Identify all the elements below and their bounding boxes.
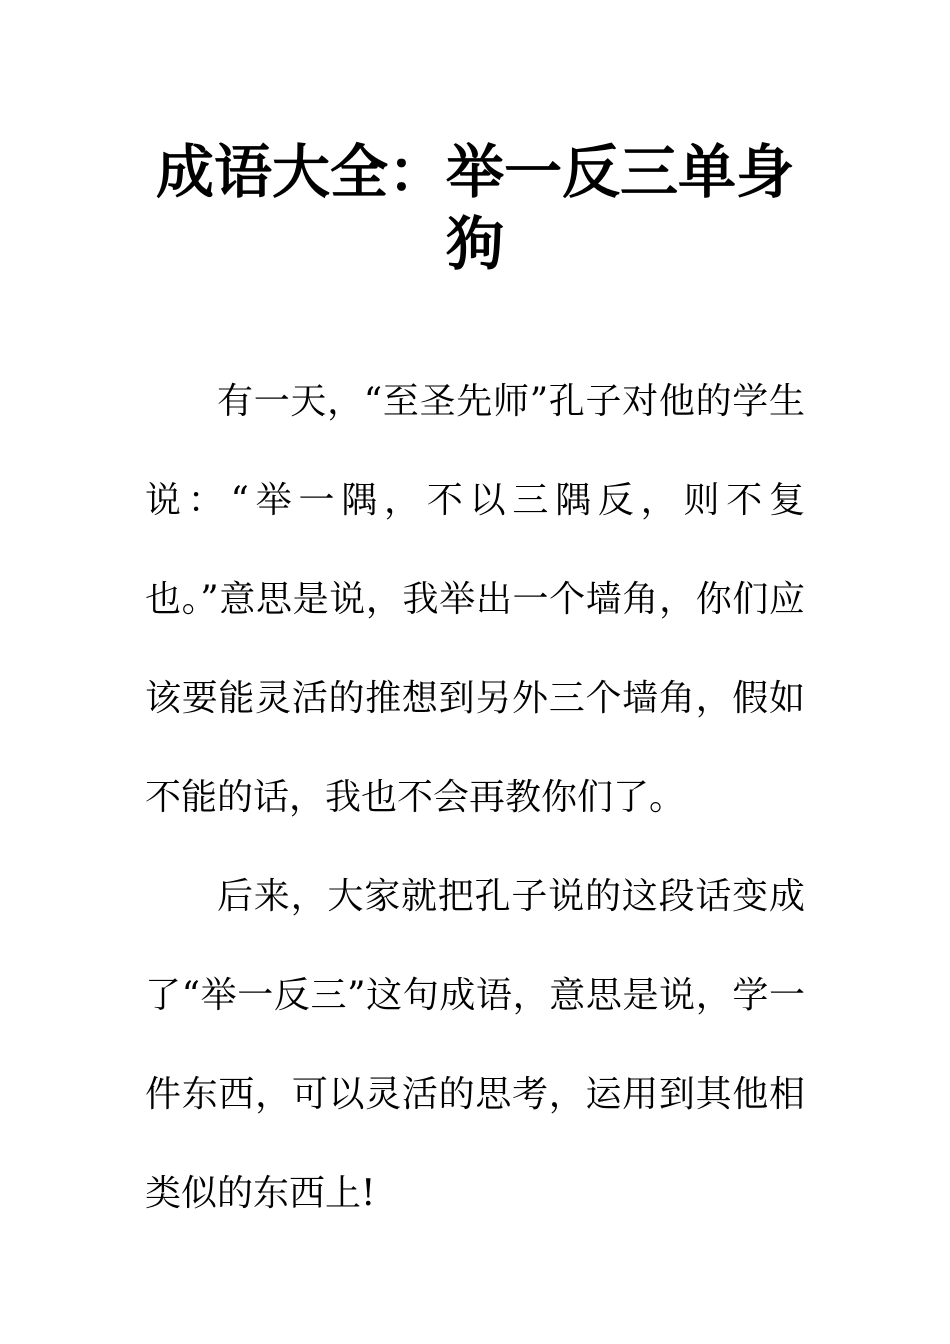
document-title: 成语大全：举一反三单身狗 — [155, 138, 794, 278]
paragraph-2: 后来，大家就把孔子说的这段话变成了“举一反三”这句成语，意思是说，学一件东西，可以灵活的思考，运用到其他相类似的东西上! — [145, 876, 805, 1214]
paragraph-1: 有一天，“至圣先师”孔子对他的学生说：“举一隅，不以三隅反，则不复也。”意思是说，我举出一个墙角，你们应该要能灵活的推想到另外三个墙角，假如不能的话，我也不会再教你们了。 — [145, 381, 805, 818]
